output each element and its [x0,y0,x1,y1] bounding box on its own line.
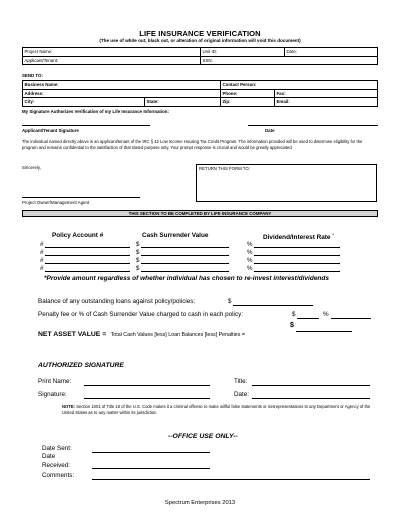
auth-date-input[interactable] [252,398,370,399]
return-form-label: RETURN THIS FORM TO: [199,166,250,171]
state-label: State: [146,99,159,105]
policy-account-input[interactable] [45,271,130,272]
contact-person-label: Contact Person: [222,82,257,88]
phone-label: Phone: [222,90,238,96]
applicant-signature-label: Applicant/Tenant Signature [22,128,79,133]
net-asset-dollar: $ [290,322,294,329]
unit-id-field[interactable] [201,48,285,57]
agent-signature-line[interactable] [22,197,140,198]
policy-account-input[interactable] [45,247,130,248]
rate-input[interactable] [254,255,340,256]
address-field[interactable] [23,89,221,98]
company-section-bar: THIS SECTION TO BE COMPLETED BY LIFE INSURANCE COMPANY [22,210,378,217]
form-title: LIFE INSURANCE VERIFICATION [139,29,261,38]
rate-input[interactable] [254,263,340,264]
authorization-statement: My Signature Authorizes Verification of my Life Insurance Information: [22,109,169,114]
footer-credit: Spectrum Enterprises 2013 [164,500,236,506]
penalty-dollar: $ [292,311,296,318]
city-field[interactable] [23,98,145,107]
balance-input[interactable] [233,305,313,306]
office-use-heading: --OFFICE USE ONLY-- [168,433,238,440]
applicant-date-line[interactable] [248,125,378,126]
note-label: NOTE: [62,404,76,409]
auth-date-label: Date: [234,391,250,398]
penalty-label: Penalty fee or % of Cash Surrender Value charged to cash in each policy: [38,311,243,318]
business-name-field[interactable] [23,81,221,90]
net-asset-input[interactable] [296,331,352,332]
rate-input[interactable] [254,247,340,248]
city-label: City: [24,99,35,105]
applicant-date-label: Date [265,128,275,133]
fax-label: Fax: [276,90,286,96]
policy-account-header: Policy Account # [52,232,104,239]
penalty-percent-input[interactable] [331,318,371,319]
date-received-input[interactable] [92,468,210,469]
date-received-label: Date Received: [42,453,71,469]
email-label: Email: [276,99,290,105]
comments-input[interactable] [92,479,370,480]
rate-input[interactable] [254,271,340,272]
cash-value-input[interactable] [141,247,229,248]
net-asset-line [38,323,245,341]
policy-account-input[interactable] [45,263,130,264]
confidentiality-paragraph: The individual named directly above is an applicant/tenant of the IRC § 42 Low Income Housing Tax Credit Program. The information provided will be used to determine eligibility for the program and remains confidential to the satisfaction of that stated purpose only. Your prompt response is crucial and would be greatly appreciated [22,139,363,150]
agent-label: Project Owner/Management Agent [22,200,90,205]
ssn-field[interactable] [201,56,378,65]
date-sent-label: Date Sent: [42,445,72,452]
applicant-label: Applicant/Tenant: [24,57,59,63]
net-asset-label: NET ASSET VALUE = [38,331,107,338]
net-asset-formula: Total Cash Values [less] Loan Balances [less] Penalties = [110,332,245,338]
title-label: Title: [234,378,248,385]
title-input[interactable] [252,385,370,386]
return-form-box[interactable] [196,164,377,202]
policy-account-input[interactable] [45,255,130,256]
signature-label: Signature: [38,391,67,398]
signature-input[interactable] [84,398,210,399]
business-name-label: Business Name: [24,82,59,88]
penalty-percent: % [323,311,329,318]
form-subtitle: (The use of white out, black out, or alteration of original information will void this document) [99,38,301,43]
send-to-label: SEND TO: [22,73,43,78]
project-name-label: Project Name: [24,49,53,55]
project-info-table [22,47,378,65]
balance-label: Balance of any outstanding loans against policy/policies: [38,298,196,305]
cash-surrender-header: Cash Surrender Value [142,232,209,239]
address-label: Address: [24,90,44,96]
authorized-signature-heading: AUTHORIZED SIGNATURE [38,362,124,369]
unit-id-label: Unit ID: [202,49,218,55]
email-field[interactable] [275,98,378,107]
print-name-input[interactable] [84,385,210,386]
date-label: Date: [286,49,297,55]
contact-person-field[interactable] [221,81,378,90]
zip-field[interactable] [221,98,275,107]
applicant-signature-line[interactable] [22,125,150,126]
dividend-rate-header: Dividend/Interest Rate * [263,232,334,242]
date-field[interactable] [285,48,378,57]
project-name-field[interactable] [23,48,201,57]
send-to-table [22,80,378,107]
zip-label: Zip: [222,99,231,105]
penalty-amount-input[interactable] [297,318,319,319]
print-name-label: Print Name: [38,378,72,385]
date-sent-input[interactable] [92,452,210,453]
cash-value-input[interactable] [141,271,229,272]
fax-field[interactable] [275,89,378,98]
applicant-field[interactable] [23,56,201,65]
legal-note [62,404,372,415]
note-text: Section 1001 of Title 18 of the U.S. Code makes it a criminal offense to make willful false statements or misrepresentations to any Department or Agency of the United States as to any matter within its jurisdiction [62,404,371,415]
state-field[interactable] [145,98,221,107]
ssn-label: SSN: [202,57,213,63]
reinvest-note: *Provide amount regardless of whether individual has chosen to re-invest interest/dividends [44,275,329,282]
comments-label: Comments: [42,472,75,479]
phone-field[interactable] [221,89,275,98]
balance-dollar: $ [228,298,232,305]
cash-value-input[interactable] [141,255,229,256]
cash-value-input[interactable] [141,263,229,264]
sincerely-label: Sincerely, [22,165,41,170]
